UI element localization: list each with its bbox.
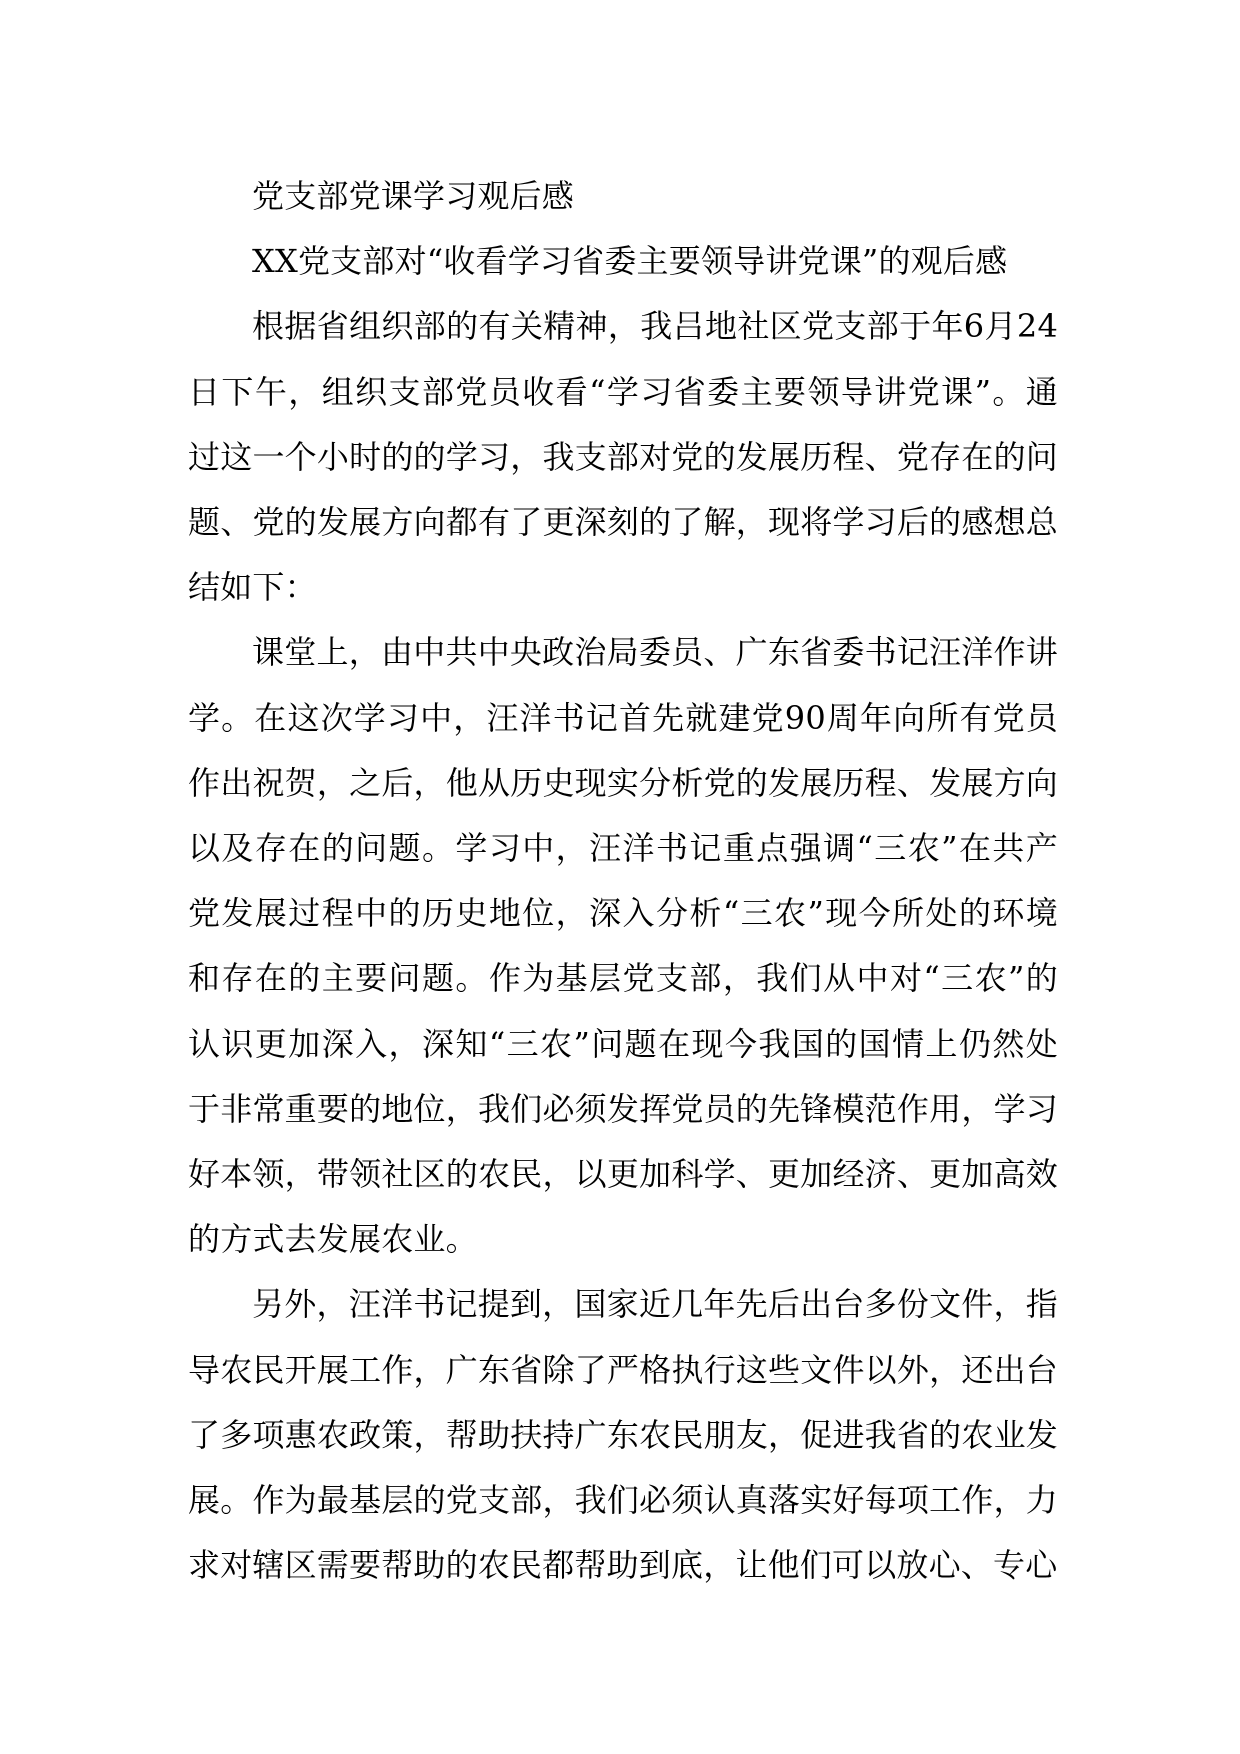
document-title: 党支部党课学习观后感 (252, 177, 575, 215)
document-body (188, 164, 1058, 1598)
paragraph-3: 另外，汪洋书记提到，国家近几年先后出台多份文件，指导农民开展工作，广东省除了严格执行这些文件以外，还出台了多项惠农政策，帮助扶持广东农民朋友，促进我省的农业发展。作为最基层的党支部，我们必须认真落实好每项工作，力求对辖区需要帮助的农民都帮助到底，让他们可以放心、专心 (188, 1285, 1058, 1585)
paragraph-1: 根据省组织部的有关精神，我吕地社区党支部于年6月24日下午，组织支部党员收看“学习省委主要领导讲党课”。通过这一个小时的的学习，我支部对党的发展历程、党存在的问题、党的发展方向都有了更深刻的了解，现将学习后的感想总结如下： (188, 307, 1058, 607)
paragraph-2: 课堂上，由中共中央政治局委员、广东省委书记汪洋作讲学。在这次学习中，汪洋书记首先就建党90周年向所有党员作出祝贺，之后，他从历史现实分析党的发展历程、发展方向以及存在的问题。学习中，汪洋书记重点强调“三农”在共产党发展过程中的历史地位，深入分析“三农”现今所处的环境和存在的主要问题。作为基层党支部，我们从中对“三农”的认识更加深入，深知“三农”问题在现今我国的国情上仍然处于非常重要的地位，我们必须发挥党员的先锋模范作用，学习好本领，带领社区的农民，以更加科学、更加经济、更加高效的方式去发展农业。 (188, 633, 1058, 1259)
document-subtitle: XX党支部对“收看学习省委主要领导讲党课”的观后感 (252, 242, 1008, 281)
